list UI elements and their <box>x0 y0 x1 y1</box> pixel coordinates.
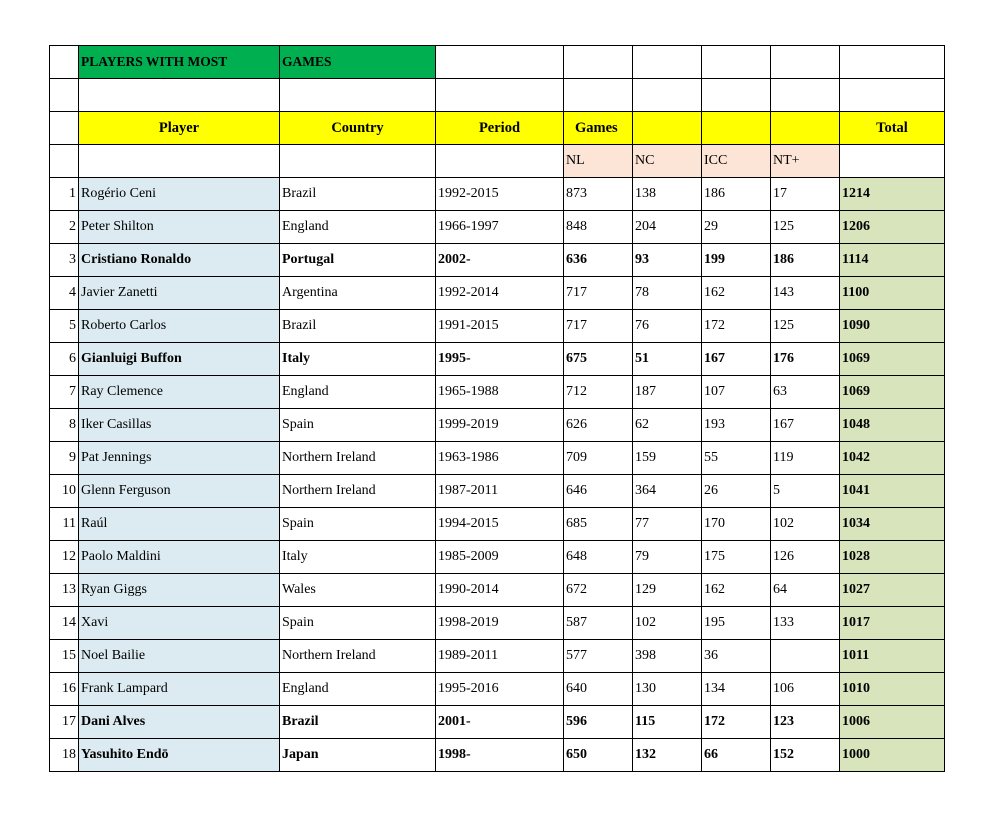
cell[interactable] <box>564 46 633 79</box>
cell-rank[interactable]: 7 <box>50 376 79 409</box>
cell-country[interactable]: Brazil <box>280 178 436 211</box>
cell[interactable] <box>436 79 564 112</box>
cell[interactable] <box>436 46 564 79</box>
cell-nt[interactable]: 106 <box>771 673 840 706</box>
cell[interactable] <box>79 79 280 112</box>
table-row <box>50 376 945 409</box>
cell-nc[interactable]: 115 <box>633 706 702 739</box>
cell-icc[interactable]: 134 <box>702 673 771 706</box>
table-title-part1[interactable]: PLAYERS WITH MOST <box>79 46 280 79</box>
cell[interactable] <box>702 79 771 112</box>
cell-rank[interactable]: 1 <box>50 178 79 211</box>
cell-nc[interactable]: 79 <box>633 541 702 574</box>
cell-total[interactable]: 1041 <box>840 475 945 508</box>
cell-nt[interactable]: 125 <box>771 211 840 244</box>
table-row <box>50 640 945 673</box>
cell[interactable] <box>633 46 702 79</box>
cell-nl[interactable]: 596 <box>564 706 633 739</box>
cell-country[interactable]: Northern Ireland <box>280 475 436 508</box>
cell-player[interactable]: Raúl <box>79 508 280 541</box>
cell-total[interactable]: 1028 <box>840 541 945 574</box>
table-row <box>50 541 945 574</box>
cell-icc[interactable]: 170 <box>702 508 771 541</box>
cell-rank[interactable]: 18 <box>50 739 79 772</box>
cell-icc[interactable]: 36 <box>702 640 771 673</box>
cell-nc[interactable]: 62 <box>633 409 702 442</box>
cell-icc[interactable]: 172 <box>702 706 771 739</box>
cell-period[interactable]: 1965-1988 <box>436 376 564 409</box>
header-cell[interactable] <box>633 112 702 145</box>
cell[interactable] <box>79 145 280 178</box>
cell-icc[interactable]: 175 <box>702 541 771 574</box>
cell-total[interactable]: 1006 <box>840 706 945 739</box>
cell-player[interactable]: Ryan Giggs <box>79 574 280 607</box>
cell-nc[interactable]: 102 <box>633 607 702 640</box>
subheader-nt[interactable]: NT+ <box>771 145 840 178</box>
header-cell[interactable] <box>771 112 840 145</box>
cell-period[interactable]: 1995- <box>436 343 564 376</box>
cell-total[interactable]: 1042 <box>840 442 945 475</box>
cell-country[interactable]: Italy <box>280 343 436 376</box>
cell-icc[interactable]: 193 <box>702 409 771 442</box>
cell-nc[interactable]: 93 <box>633 244 702 277</box>
subheader-nc[interactable]: NC <box>633 145 702 178</box>
cell-total[interactable]: 1017 <box>840 607 945 640</box>
cell-rank[interactable]: 4 <box>50 277 79 310</box>
cell-nl[interactable]: 577 <box>564 640 633 673</box>
cell-player[interactable]: Glenn Ferguson <box>79 475 280 508</box>
cell-nt[interactable]: 126 <box>771 541 840 574</box>
cell-nt[interactable]: 123 <box>771 706 840 739</box>
cell-player[interactable]: Peter Shilton <box>79 211 280 244</box>
cell-country[interactable]: Brazil <box>280 706 436 739</box>
cell[interactable] <box>50 145 79 178</box>
cell-country[interactable]: England <box>280 376 436 409</box>
cell-player[interactable]: Roberto Carlos <box>79 310 280 343</box>
cell-icc[interactable]: 29 <box>702 211 771 244</box>
cell-player[interactable]: Frank Lampard <box>79 673 280 706</box>
cell-period[interactable]: 1998- <box>436 739 564 772</box>
cell-country[interactable]: Wales <box>280 574 436 607</box>
cell-rank[interactable]: 13 <box>50 574 79 607</box>
cell-nt[interactable] <box>771 640 840 673</box>
cell[interactable] <box>840 46 945 79</box>
cell-nl[interactable]: 640 <box>564 673 633 706</box>
cell-nt[interactable]: 186 <box>771 244 840 277</box>
cell[interactable] <box>280 145 436 178</box>
cell-period[interactable]: 1994-2015 <box>436 508 564 541</box>
cell-rank[interactable]: 17 <box>50 706 79 739</box>
cell-nl[interactable]: 848 <box>564 211 633 244</box>
header-country[interactable]: Country <box>280 112 436 145</box>
cell-total[interactable]: 1011 <box>840 640 945 673</box>
table-row <box>50 739 945 772</box>
cell-rank[interactable]: 14 <box>50 607 79 640</box>
cell-period[interactable]: 1995-2016 <box>436 673 564 706</box>
cell-total[interactable]: 1206 <box>840 211 945 244</box>
cell-icc[interactable]: 162 <box>702 574 771 607</box>
cell[interactable] <box>840 145 945 178</box>
cell-icc[interactable]: 199 <box>702 244 771 277</box>
cell-nc[interactable]: 76 <box>633 310 702 343</box>
cell-period[interactable]: 1998-2019 <box>436 607 564 640</box>
cell-country[interactable]: Northern Ireland <box>280 640 436 673</box>
cell[interactable] <box>280 79 436 112</box>
cell-rank[interactable]: 12 <box>50 541 79 574</box>
cell-nt[interactable]: 102 <box>771 508 840 541</box>
cell-country[interactable]: Spain <box>280 409 436 442</box>
cell-nc[interactable]: 51 <box>633 343 702 376</box>
cell-icc[interactable]: 172 <box>702 310 771 343</box>
cell-nt[interactable]: 133 <box>771 607 840 640</box>
cell-period[interactable]: 2002- <box>436 244 564 277</box>
cell-rank[interactable]: 10 <box>50 475 79 508</box>
cell-nl[interactable]: 717 <box>564 310 633 343</box>
cell-period[interactable]: 2001- <box>436 706 564 739</box>
cell[interactable] <box>633 79 702 112</box>
cell-rank[interactable]: 3 <box>50 244 79 277</box>
cell-nl[interactable]: 672 <box>564 574 633 607</box>
cell-country[interactable]: Argentina <box>280 277 436 310</box>
cell-nt[interactable]: 17 <box>771 178 840 211</box>
cell-rank[interactable]: 9 <box>50 442 79 475</box>
cell-nc[interactable]: 129 <box>633 574 702 607</box>
cell-player[interactable]: Cristiano Ronaldo <box>79 244 280 277</box>
cell-icc[interactable]: 55 <box>702 442 771 475</box>
cell-country[interactable]: Spain <box>280 508 436 541</box>
cell[interactable] <box>771 46 840 79</box>
cell-player[interactable]: Rogério Ceni <box>79 178 280 211</box>
cell-country[interactable]: Italy <box>280 541 436 574</box>
cell-player[interactable]: Yasuhito Endō <box>79 739 280 772</box>
cell-nt[interactable]: 119 <box>771 442 840 475</box>
cell-total[interactable]: 1027 <box>840 574 945 607</box>
table-title-part2[interactable]: GAMES <box>280 46 436 79</box>
table-row <box>50 508 945 541</box>
cell-player[interactable]: Paolo Maldini <box>79 541 280 574</box>
cell-period[interactable]: 1992-2014 <box>436 277 564 310</box>
cell[interactable] <box>702 46 771 79</box>
cell-nt[interactable]: 176 <box>771 343 840 376</box>
cell-total[interactable]: 1048 <box>840 409 945 442</box>
cell[interactable] <box>50 112 79 145</box>
cell-rank[interactable]: 8 <box>50 409 79 442</box>
cell-nc[interactable]: 364 <box>633 475 702 508</box>
table-row <box>50 211 945 244</box>
cell-period[interactable]: 1987-2011 <box>436 475 564 508</box>
header-cell[interactable] <box>702 112 771 145</box>
cell-total[interactable]: 1069 <box>840 343 945 376</box>
cell-period[interactable]: 1966-1997 <box>436 211 564 244</box>
cell-icc[interactable]: 66 <box>702 739 771 772</box>
cell-nl[interactable]: 685 <box>564 508 633 541</box>
header-total[interactable]: Total <box>840 112 945 145</box>
empty-row <box>50 79 945 112</box>
table-row <box>50 409 945 442</box>
cell-country[interactable]: Spain <box>280 607 436 640</box>
cell-player[interactable]: Noel Bailie <box>79 640 280 673</box>
cell-total[interactable]: 1010 <box>840 673 945 706</box>
cell-country[interactable]: Northern Ireland <box>280 442 436 475</box>
cell-rank[interactable]: 5 <box>50 310 79 343</box>
cell[interactable] <box>50 46 79 79</box>
cell-rank[interactable]: 16 <box>50 673 79 706</box>
table-row <box>50 178 945 211</box>
table-row <box>50 277 945 310</box>
cell-nl[interactable]: 587 <box>564 607 633 640</box>
cell-period[interactable]: 1985-2009 <box>436 541 564 574</box>
subheader-row <box>50 145 945 178</box>
subheader-nl[interactable]: NL <box>564 145 633 178</box>
cell-icc[interactable]: 26 <box>702 475 771 508</box>
cell-nt[interactable]: 5 <box>771 475 840 508</box>
cell-player[interactable]: Ray Clemence <box>79 376 280 409</box>
cell-nl[interactable]: 712 <box>564 376 633 409</box>
header-row <box>50 112 945 145</box>
players-table <box>49 45 945 772</box>
cell-nc[interactable]: 78 <box>633 277 702 310</box>
cell-nl[interactable]: 636 <box>564 244 633 277</box>
cell-icc[interactable]: 167 <box>702 343 771 376</box>
table-body <box>50 46 945 772</box>
cell-nc[interactable]: 204 <box>633 211 702 244</box>
cell-nc[interactable]: 130 <box>633 673 702 706</box>
cell[interactable] <box>436 145 564 178</box>
cell-nl[interactable]: 675 <box>564 343 633 376</box>
cell-country[interactable]: England <box>280 673 436 706</box>
cell-nc[interactable]: 187 <box>633 376 702 409</box>
cell-nl[interactable]: 646 <box>564 475 633 508</box>
cell-total[interactable]: 1090 <box>840 310 945 343</box>
cell-period[interactable]: 1991-2015 <box>436 310 564 343</box>
cell-nl[interactable]: 717 <box>564 277 633 310</box>
table-row <box>50 673 945 706</box>
header-period[interactable]: Period <box>436 112 564 145</box>
cell-total[interactable]: 1100 <box>840 277 945 310</box>
cell-nt[interactable]: 167 <box>771 409 840 442</box>
table-row <box>50 244 945 277</box>
header-player[interactable]: Player <box>79 112 280 145</box>
cell-nt[interactable]: 152 <box>771 739 840 772</box>
cell[interactable] <box>564 79 633 112</box>
cell-rank[interactable]: 6 <box>50 343 79 376</box>
cell-icc[interactable]: 186 <box>702 178 771 211</box>
cell-nc[interactable]: 138 <box>633 178 702 211</box>
cell-country[interactable]: England <box>280 211 436 244</box>
subheader-icc[interactable]: ICC <box>702 145 771 178</box>
cell-period[interactable]: 1989-2011 <box>436 640 564 673</box>
cell-period[interactable]: 1992-2015 <box>436 178 564 211</box>
cell-nt[interactable]: 125 <box>771 310 840 343</box>
cell-nt[interactable]: 64 <box>771 574 840 607</box>
cell-player[interactable]: Xavi <box>79 607 280 640</box>
cell-nc[interactable]: 77 <box>633 508 702 541</box>
cell-icc[interactable]: 107 <box>702 376 771 409</box>
cell-player[interactable]: Dani Alves <box>79 706 280 739</box>
table-row <box>50 343 945 376</box>
cell-total[interactable]: 1069 <box>840 376 945 409</box>
cell-rank[interactable]: 2 <box>50 211 79 244</box>
cell-nc[interactable]: 159 <box>633 442 702 475</box>
cell-nc[interactable]: 132 <box>633 739 702 772</box>
cell-rank[interactable]: 11 <box>50 508 79 541</box>
table-row <box>50 310 945 343</box>
cell-period[interactable]: 1999-2019 <box>436 409 564 442</box>
cell-player[interactable]: Gianluigi Buffon <box>79 343 280 376</box>
table-row <box>50 442 945 475</box>
cell-player[interactable]: Iker Casillas <box>79 409 280 442</box>
table-row <box>50 706 945 739</box>
cell-rank[interactable]: 15 <box>50 640 79 673</box>
cell-period[interactable]: 1990-2014 <box>436 574 564 607</box>
cell[interactable] <box>840 79 945 112</box>
cell-period[interactable]: 1963-1986 <box>436 442 564 475</box>
cell[interactable] <box>50 79 79 112</box>
cell-nc[interactable]: 398 <box>633 640 702 673</box>
cell-nl[interactable]: 648 <box>564 541 633 574</box>
cell-player[interactable]: Javier Zanetti <box>79 277 280 310</box>
cell-country[interactable]: Brazil <box>280 310 436 343</box>
title-row <box>50 46 945 79</box>
table-row <box>50 574 945 607</box>
cell-nt[interactable]: 143 <box>771 277 840 310</box>
cell-total[interactable]: 1214 <box>840 178 945 211</box>
cell-nl[interactable]: 709 <box>564 442 633 475</box>
table-row <box>50 607 945 640</box>
cell-country[interactable]: Japan <box>280 739 436 772</box>
cell-player[interactable]: Pat Jennings <box>79 442 280 475</box>
cell-nl[interactable]: 650 <box>564 739 633 772</box>
cell-nl[interactable]: 873 <box>564 178 633 211</box>
cell[interactable] <box>771 79 840 112</box>
cell-total[interactable]: 1034 <box>840 508 945 541</box>
cell-nl[interactable]: 626 <box>564 409 633 442</box>
cell-country[interactable]: Portugal <box>280 244 436 277</box>
cell-total[interactable]: 1000 <box>840 739 945 772</box>
cell-icc[interactable]: 195 <box>702 607 771 640</box>
header-games[interactable]: Games <box>564 112 633 145</box>
table-row <box>50 475 945 508</box>
cell-nt[interactable]: 63 <box>771 376 840 409</box>
cell-total[interactable]: 1114 <box>840 244 945 277</box>
cell-icc[interactable]: 162 <box>702 277 771 310</box>
